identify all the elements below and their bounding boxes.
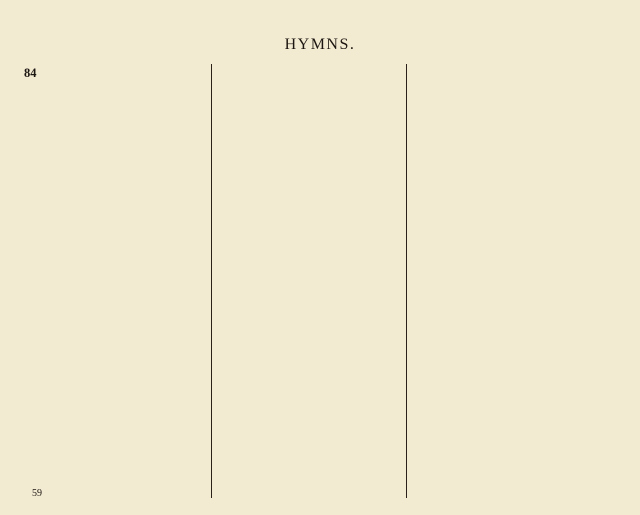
hymn-header — [24, 66, 210, 80]
page-title: HYMNS. — [284, 36, 356, 53]
column-divider-left — [211, 64, 212, 498]
column-left — [24, 66, 210, 80]
page-number: 59 — [32, 488, 42, 499]
column-divider-right — [406, 64, 407, 498]
hymn-number: 84 — [24, 66, 37, 80]
